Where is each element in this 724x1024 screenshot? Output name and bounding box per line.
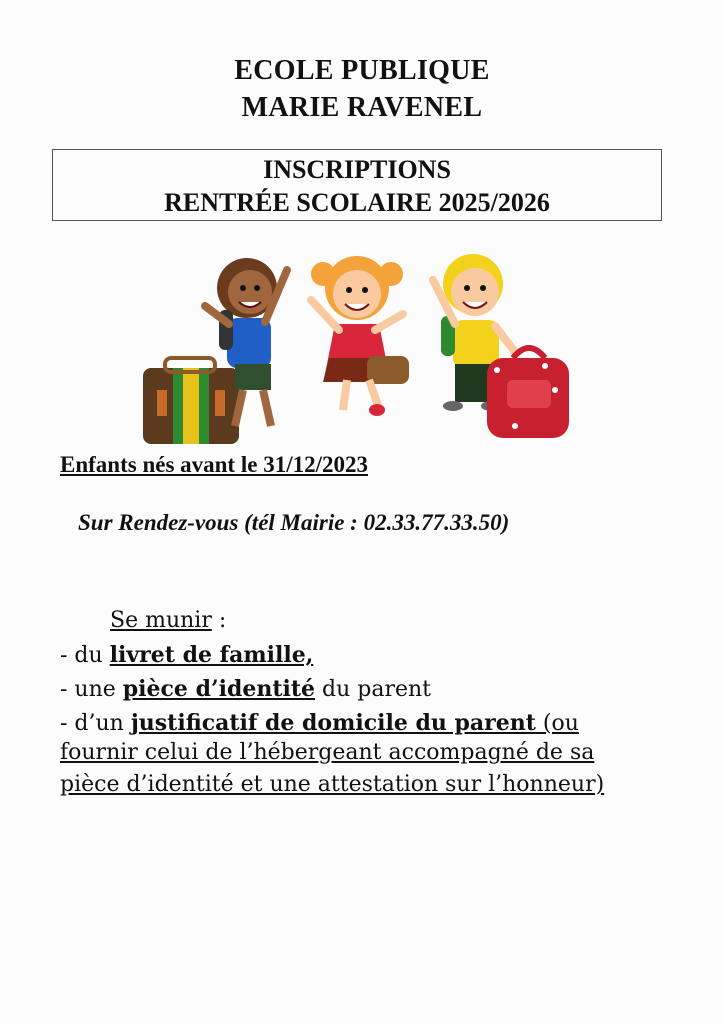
document-item-3 <box>60 710 579 736</box>
item1-prefix: - du <box>60 643 110 668</box>
school-line-2: MARIE RAVENEL <box>241 92 483 123</box>
appointment-text: Sur Rendez-vous (tél Mairie : 02.33.77.33.50) <box>78 510 510 535</box>
item1-bold: livret de famille, <box>109 642 314 668</box>
documents-intro <box>110 608 226 633</box>
green-schoolbag-icon <box>143 358 239 444</box>
red-backpack-icon <box>487 348 569 438</box>
item2-bold: pièce d’identité <box>122 676 316 702</box>
item3-bold: justificatif de domicile du parent <box>130 710 536 736</box>
children-with-school-bags-icon <box>135 240 580 450</box>
documents-intro-colon: : <box>211 608 227 633</box>
school-name <box>0 52 724 126</box>
document-item-2 <box>60 676 431 702</box>
item2-suffix: du parent <box>315 677 432 702</box>
item3-prefix: - d’un <box>60 711 131 736</box>
school-line-1: ECOLE PUBLIQUE <box>234 55 490 86</box>
banner-line-2: RENTRÉE SCOLAIRE 2025/2026 <box>164 188 550 217</box>
document-item-3-line-2: fournir celui de l’hébergeant accompagné de sa <box>60 740 595 765</box>
document-item-1 <box>60 642 313 668</box>
girl-red-dress-icon <box>311 256 409 416</box>
document-item-3-line-3: pièce d’identité et une attestation sur l’honneur) <box>60 772 605 797</box>
registration-banner <box>52 149 662 221</box>
item2-prefix: - une <box>60 677 123 702</box>
documents-intro-label: Se munir <box>110 608 212 633</box>
eligibility-text: Enfants nés avant le 31/12/2023 <box>60 452 368 477</box>
banner-line-1: INSCRIPTIONS <box>263 155 451 184</box>
item3-suffix: (ou <box>535 711 579 736</box>
